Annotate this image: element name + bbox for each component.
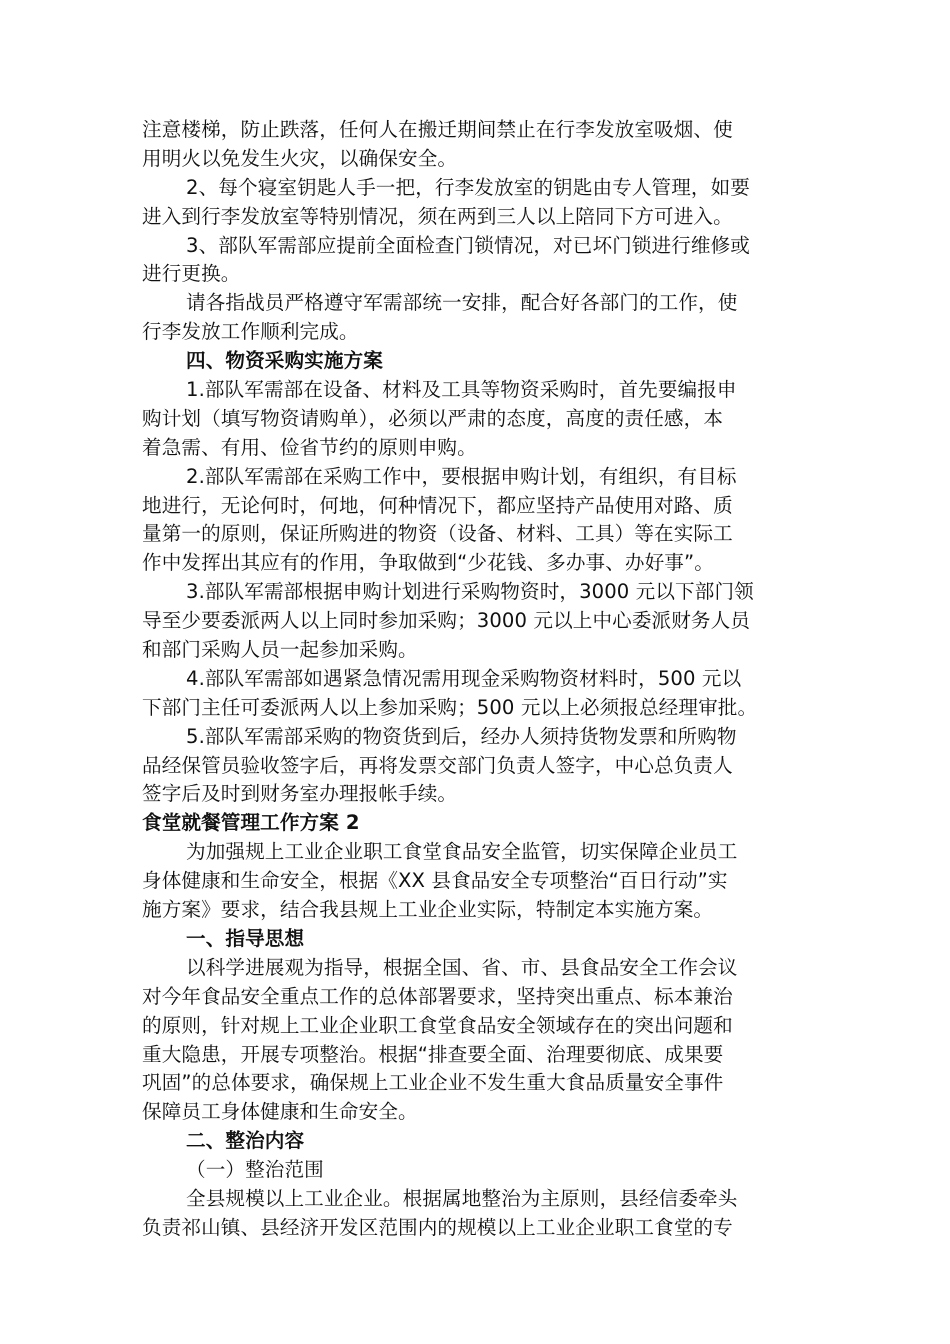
text-line: 进入到行李发放室等特别情况，须在两到三人以上陪同下方可进入。 — [142, 204, 733, 228]
text-line: 作中发挥出其应有的作用，争取做到“少花钱、多办事、办好事”。 — [142, 551, 714, 575]
text-line: 5.部队军需部采购的物资货到后，经办人须持货物发票和所购物 — [186, 724, 737, 748]
text-line: 注意楼梯，防止跌落，任何人在搬迁期间禁止在行李发放室吸烟、使 — [142, 118, 733, 141]
text-line: 请各指战员严格遵守军需部统一安排，配合好各部门的工作，使 — [186, 291, 738, 315]
text-line: 施方案》要求，结合我县规上工业企业实际，特制定本实施方案。 — [142, 898, 714, 922]
text-line: （一）整治范围 — [186, 1158, 324, 1182]
text-line: 的原则，针对规上工业企业职工食堂食品安全领域存在的突出问题和 — [142, 1013, 733, 1037]
text-line: 和部门采购人员一起参加采购。 — [142, 638, 418, 662]
text-line: 行李发放工作顺利完成。 — [142, 320, 359, 344]
document-page — [142, 116, 810, 1243]
text-line: 重大隐患，开展专项整治。根据“排查要全面、治理要彻底、成果要 — [142, 1042, 724, 1066]
text-line: 导至少要委派两人以上同时参加采购；3000 元以上中心委派财务人员 — [142, 609, 751, 633]
text-line: 着急需、有用、俭省节约的原则申购。 — [142, 435, 477, 459]
text-line: 用明火以免发生火灾，以确保安全。 — [142, 146, 458, 170]
text-line: 2、每个寝室钥匙人手一把，行李发放室的钥匙由专人管理，如要 — [186, 175, 750, 199]
text-line: 对今年食品安全重点工作的总体部署要求，坚持突出重点、标本兼治 — [142, 984, 733, 1008]
text-line: 地进行，无论何时，何地，何种情况下，都应坚持产品使用对路、质 — [142, 493, 733, 517]
text-line: 负责祁山镇、县经济开发区范围内的规模以上工业企业职工食堂的专 — [142, 1215, 733, 1239]
text-line: 以科学进展观为指导，根据全国、省、市、县食品安全工作会议 — [186, 955, 738, 979]
section-heading: 食堂就餐管理工作方案 2 — [142, 811, 360, 835]
section-heading: 四、物资采购实施方案 — [186, 349, 383, 373]
text-line: 3.部队军需部根据申购计划进行采购物资时，3000 元以下部门领 — [186, 580, 754, 604]
section-heading: 一、指导思想 — [186, 926, 305, 950]
text-line: 签字后及时到财务室办理报帐手续。 — [142, 782, 458, 806]
text-line: 1.部队军需部在设备、材料及工具等物资采购时，首先要编报申 — [186, 378, 737, 402]
text-line: 购计划（填写物资请购单），必须以严肃的态度，高度的责任感，本 — [142, 406, 724, 430]
text-line: 4.部队军需部如遇紧急情况需用现金采购物资材料时，500 元以 — [186, 666, 742, 690]
text-line: 2.部队军需部在采购工作中，要根据申购计划，有组织，有目标 — [186, 464, 737, 488]
text-line: 3、部队军需部应提前全面检查门锁情况，对已坏门锁进行维修或 — [186, 233, 750, 257]
text-line: 巩固”的总体要求，确保规上工业企业不发生重大食品质量安全事件 — [142, 1071, 724, 1095]
text-line: 下部门主任可委派两人以上参加采购；500 元以上必须报总经理审批。 — [142, 695, 758, 719]
text-line: 进行更换。 — [142, 262, 241, 286]
text-line: 身体健康和生命安全，根据《XX 县食品安全专项整治“百日行动”实 — [142, 869, 728, 893]
text-line: 品经保管员验收签字后，再将发票交部门负责人签字，中心总负责人 — [142, 753, 733, 777]
text-line: 全县规模以上工业企业。根据属地整治为主原则，县经信委牵头 — [186, 1186, 738, 1210]
text-line: 量第一的原则，保证所购进的物资（设备、材料、工具）等在实际工 — [142, 522, 733, 546]
text-line: 为加强规上工业企业职工食堂食品安全监管，切实保障企业员工 — [186, 840, 738, 864]
section-heading: 二、整治内容 — [186, 1129, 305, 1153]
text-line: 保障员工身体健康和生命安全。 — [142, 1100, 418, 1124]
